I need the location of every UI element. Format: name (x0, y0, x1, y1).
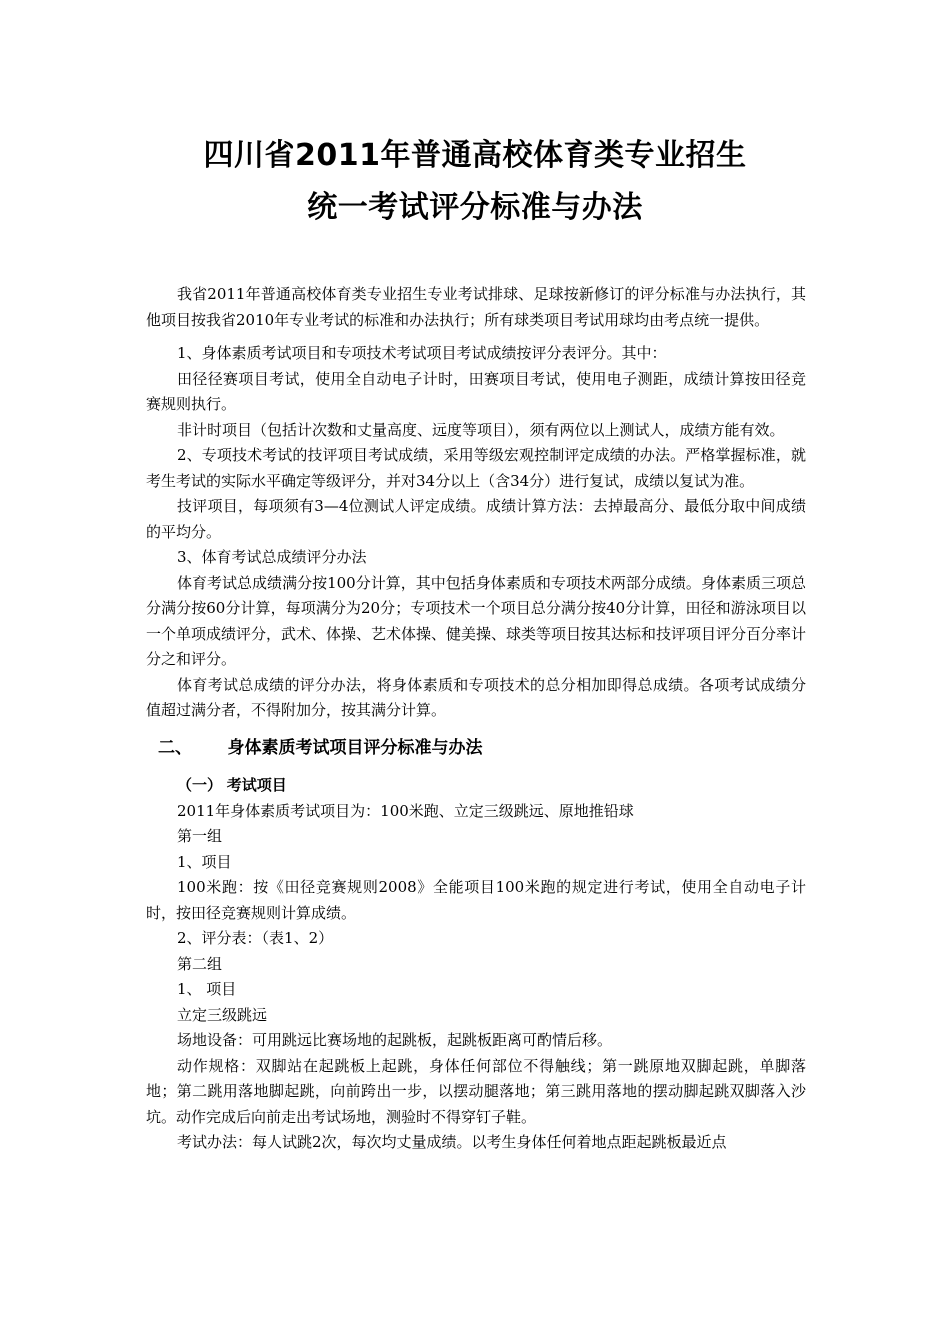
paragraph: 技评项目，每项须有3—4位测试人评定成绩。成绩计算方法：去掉最高分、最低分取中间成绩的平均分。 (146, 497, 806, 541)
paragraph: 非计时项目（包括计次数和丈量高度、远度等项目），须有两位以上测试人，成绩方能有效。 (177, 420, 785, 439)
section-number: 二、 (158, 737, 192, 758)
paragraph: 立定三级跳远 (177, 1005, 268, 1024)
paragraph: 体育考试总成绩满分按100分计算，其中包括身体素质和专项技术两部分成绩。身体素质三项总分满分按60分计算，每项满分为20分；专项技术一个项目总分满分按40分计算，田径和游泳项目以一个单项成绩评分，武术、体操、艺术体操、健美操、球类等项目按其达标和技评项目评分百分率计分之和评分。 (146, 573, 807, 668)
document-title-line-1: 四川省2011年普通高校体育类专业招生 (203, 138, 747, 173)
exam-items-line: 2011年身体素质考试项目为：100米跑、立定三级跳远、原地推铅球 (177, 801, 634, 820)
paragraph: 2、专项技术考试的技评项目考试成绩，采用等级宏观控制评定成绩的办法。严格掌握标准，就考生考试的实际水平确定等级评分，并对34分以上（含34分）进行复试，成绩以复试为准。 (146, 446, 806, 490)
paragraph: 考试办法：每人试跳2次，每次均丈量成绩。以考生身体任何着地点距起跳板最近点 (177, 1133, 727, 1151)
paragraph: 2、评分表：（表1、2） (177, 929, 334, 947)
group-heading: 第二组 (177, 954, 223, 973)
paragraph: 动作规格：双脚站在起跳板上起跳，身体任何部位不得触线；第一跳原地双脚起跳，单脚落地；第二跳用落地脚起跳，向前跨出一步，以摆动腿落地；第三跳用落地的摆动脚起跳双脚落入沙坑。动作完成后向前走出考试场地，测验时不得穿钉子鞋。 (146, 1056, 806, 1126)
paragraph: 田径径赛项目考试，使用全自动电子计时，田赛项目考试，使用电子测距，成绩计算按田径竞赛规则执行。 (146, 369, 806, 413)
section-title: 身体素质考试项目评分标准与办法 (227, 737, 483, 758)
paragraph: 体育考试总成绩的评分办法，将身体素质和专项技术的总分相加即得总成绩。各项考试成绩分值超过满分者，不得附加分，按其满分计算。 (146, 675, 806, 719)
group-heading: 第一组 (177, 827, 223, 845)
item-heading: 1、项目 (177, 852, 232, 871)
section-heading (146, 736, 806, 762)
paragraph: 1、身体素质考试项目和专项技术考试项目考试成绩按评分表评分。其中： (177, 344, 667, 362)
document-body (146, 282, 806, 1156)
subsection-title: 考试项目 (226, 776, 287, 794)
subsection-heading (146, 773, 806, 799)
subsection-number: （一） (177, 776, 223, 794)
item-heading: 1、 项目 (177, 980, 237, 998)
paragraph: 100米跑：按《田径竞赛规则2008》全能项目100米跑的规定进行考试，使用全自动电子计时，按田径竞赛规则计算成绩。 (146, 878, 806, 922)
document-title-line-2: 统一考试评分标准与办法 (307, 190, 643, 225)
intro-paragraph: 我省2011年普通高校体育类专业招生专业考试排球、足球按新修订的评分标准与办法执行，其他项目按我省2010年专业考试的标准和办法执行；所有球类项目考试用球均由考点统一提供。 (146, 285, 806, 329)
paragraph: 3、体育考试总成绩评分办法 (177, 548, 367, 566)
paragraph: 场地设备：可用跳远比赛场地的起跳板，起跳板距离可酌情后移。 (177, 1031, 613, 1049)
